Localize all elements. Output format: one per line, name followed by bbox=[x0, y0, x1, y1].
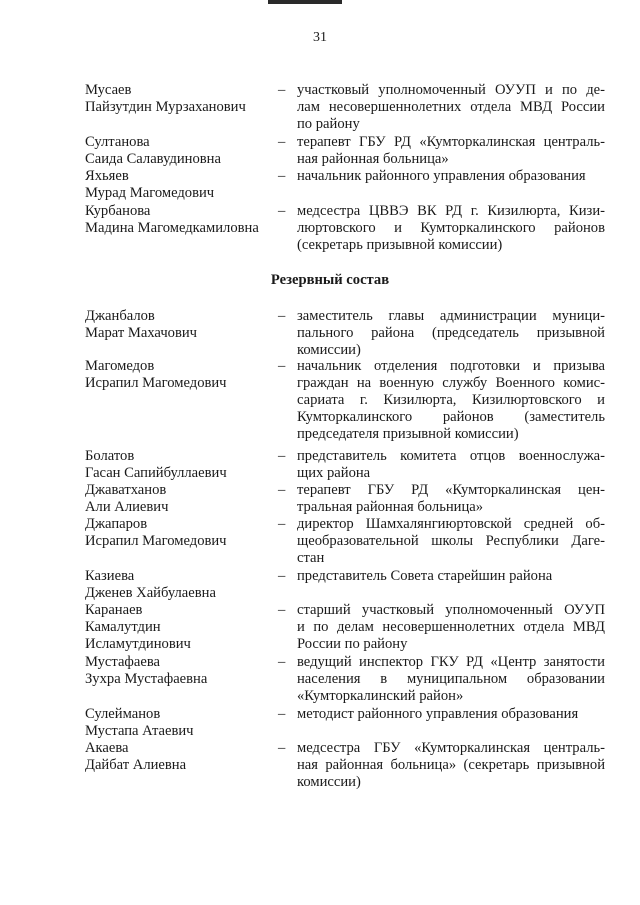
dash-separator: – bbox=[278, 602, 286, 618]
dash-separator: – bbox=[278, 516, 286, 532]
position-description-line: люртовского и Кумторкалинского районов bbox=[297, 220, 605, 236]
position-description-line: Кумторкалинского районов (заместитель bbox=[297, 409, 605, 425]
position-description-line: заместитель главы администрации муници- bbox=[297, 308, 605, 324]
person-name bbox=[85, 82, 275, 116]
person-name bbox=[85, 168, 275, 202]
person-name-line: Мурад Магомедович bbox=[85, 185, 215, 201]
person-name-line: Мадина Магомедкамиловна bbox=[85, 220, 259, 236]
position-description-line: терапевт ГБУ РД «Кумторкалинская цен- bbox=[297, 482, 605, 498]
person-name bbox=[85, 706, 275, 740]
position-description bbox=[297, 740, 605, 791]
position-description-line: директор Шамхалянгиюртовской средней об- bbox=[297, 516, 605, 532]
position-description-line: тральная районная больница» bbox=[297, 499, 484, 515]
person-name-line: Яхьяев bbox=[85, 168, 129, 184]
person-name-line: Дженев Хайбулаевна bbox=[85, 585, 216, 601]
position-description bbox=[297, 602, 605, 653]
person-name-line: Исрапил Магомедович bbox=[85, 533, 227, 549]
position-description bbox=[297, 706, 605, 723]
position-description-line: сариата г. Кизилюрта, Кизилюртовского и bbox=[297, 392, 605, 408]
position-description-line: терапевт ГБУ РД «Кумторкалинская централь- bbox=[297, 134, 605, 150]
person-name-line: Акаева bbox=[85, 740, 129, 756]
position-description-line: «Кумторкалинский район» bbox=[297, 688, 464, 704]
position-description bbox=[297, 308, 605, 359]
person-name-line: Пайзутдин Мурзаханович bbox=[85, 99, 246, 115]
person-name-line: Али Алиевич bbox=[85, 499, 169, 515]
person-name bbox=[85, 358, 275, 392]
person-name bbox=[85, 516, 275, 550]
dash-separator: – bbox=[278, 82, 286, 98]
person-name bbox=[85, 740, 275, 774]
person-name-line: Сулейманов bbox=[85, 706, 161, 722]
position-description-line: щеобразовательной школы Республики Даге- bbox=[297, 533, 605, 549]
dash-separator: – bbox=[278, 568, 286, 584]
person-name bbox=[85, 568, 275, 602]
person-name bbox=[85, 134, 275, 168]
person-name-line: Магомедов bbox=[85, 358, 155, 374]
person-name bbox=[85, 448, 275, 482]
position-description-line: председателя призывной комиссии) bbox=[297, 426, 519, 442]
position-description-line: старший участковый уполномоченный ОУУП bbox=[297, 602, 605, 618]
dash-separator: – bbox=[278, 358, 286, 374]
dash-separator: – bbox=[278, 308, 286, 324]
position-description-line: медсестра ЦВВЭ ВК РД г. Кизилюрта, Кизи- bbox=[297, 203, 605, 219]
position-description-line: ведущий инспектор ГКУ РД «Центр занятости bbox=[297, 654, 605, 670]
position-description-line: комиссии) bbox=[297, 774, 361, 790]
position-description-line: стан bbox=[297, 550, 325, 566]
position-description-line: России по району bbox=[297, 636, 408, 652]
person-name-line: Гасан Сапийбуллаевич bbox=[85, 465, 227, 481]
position-description bbox=[297, 568, 605, 585]
person-name bbox=[85, 654, 275, 688]
position-description-line: по району bbox=[297, 116, 360, 132]
position-description bbox=[297, 134, 605, 168]
position-description-line: представитель Совета старейшин района bbox=[297, 568, 553, 584]
person-name-line: Мустафаева bbox=[85, 654, 161, 670]
position-description bbox=[297, 516, 605, 567]
person-name-line: Саида Салавудиновна bbox=[85, 151, 221, 167]
position-description bbox=[297, 482, 605, 516]
position-description bbox=[297, 358, 605, 443]
person-name bbox=[85, 602, 275, 653]
position-description bbox=[297, 654, 605, 705]
person-name-line: Камалутдин bbox=[85, 619, 161, 635]
position-description bbox=[297, 203, 605, 254]
person-name-line: Исламутдинович bbox=[85, 636, 191, 652]
position-description-line: начальник отделения подготовки и призыва bbox=[297, 358, 605, 374]
position-description-line: медсестра ГБУ «Кумторкалинская централь- bbox=[297, 740, 605, 756]
dash-separator: – bbox=[278, 448, 286, 464]
person-name bbox=[85, 203, 275, 237]
dash-separator: – bbox=[278, 134, 286, 150]
person-name-line: Джанбалов bbox=[85, 308, 155, 324]
position-description-line: населения в муниципальном образовании bbox=[297, 671, 605, 687]
dash-separator: – bbox=[278, 482, 286, 498]
dash-separator: – bbox=[278, 706, 286, 722]
dash-separator: – bbox=[278, 168, 286, 184]
person-name bbox=[85, 482, 275, 516]
dash-separator: – bbox=[278, 654, 286, 670]
dash-separator: – bbox=[278, 740, 286, 756]
person-name-line: Дайбат Алиевна bbox=[85, 757, 187, 773]
position-description-line: пального района (председатель призывной bbox=[297, 325, 605, 341]
person-name-line: Казиева bbox=[85, 568, 135, 584]
position-description-line: ная районная больница» (секретарь призывной bbox=[297, 757, 605, 773]
dash-separator: – bbox=[278, 203, 286, 219]
person-name-line: Курбанова bbox=[85, 203, 151, 219]
position-description bbox=[297, 448, 605, 482]
position-description-line: начальник районного управления образования bbox=[297, 168, 586, 184]
scan-mark bbox=[268, 0, 342, 4]
person-name-line: Мустапа Атаевич bbox=[85, 723, 194, 739]
person-name-line: Мусаев bbox=[85, 82, 132, 98]
person-name-line: Болатов bbox=[85, 448, 135, 464]
position-description-line: граждан на военную службу Военного комис- bbox=[297, 375, 605, 391]
position-description-line: участковый уполномоченный ОУУП и по де- bbox=[297, 82, 605, 98]
person-name-line: Марат Махачович bbox=[85, 325, 198, 341]
position-description-line: представитель комитета отцов военнослужа- bbox=[297, 448, 605, 464]
person-name-line: Султанова bbox=[85, 134, 150, 150]
person-name-line: Джапаров bbox=[85, 516, 148, 532]
section-title: Резервный состав bbox=[270, 272, 390, 288]
position-description-line: ная районная больница» bbox=[297, 151, 449, 167]
person-name-line: Каранаев bbox=[85, 602, 143, 618]
position-description-line: комиссии) bbox=[297, 342, 361, 358]
person-name-line: Джаватханов bbox=[85, 482, 167, 498]
position-description-line: методист районного управления образования bbox=[297, 706, 579, 722]
position-description-line: щих района bbox=[297, 465, 371, 481]
position-description-line: (секретарь призывной комиссии) bbox=[297, 237, 503, 253]
position-description-line: лам несовершеннолетних отдела МВД России bbox=[297, 99, 605, 115]
person-name-line: Исрапил Магомедович bbox=[85, 375, 227, 391]
person-name-line: Зухра Мустафаевна bbox=[85, 671, 208, 687]
position-description-line: и по делам несовершеннолетних отдела МВД bbox=[297, 619, 605, 635]
position-description bbox=[297, 82, 605, 133]
page-number: 31 bbox=[313, 30, 327, 45]
position-description bbox=[297, 168, 605, 185]
person-name bbox=[85, 308, 275, 342]
